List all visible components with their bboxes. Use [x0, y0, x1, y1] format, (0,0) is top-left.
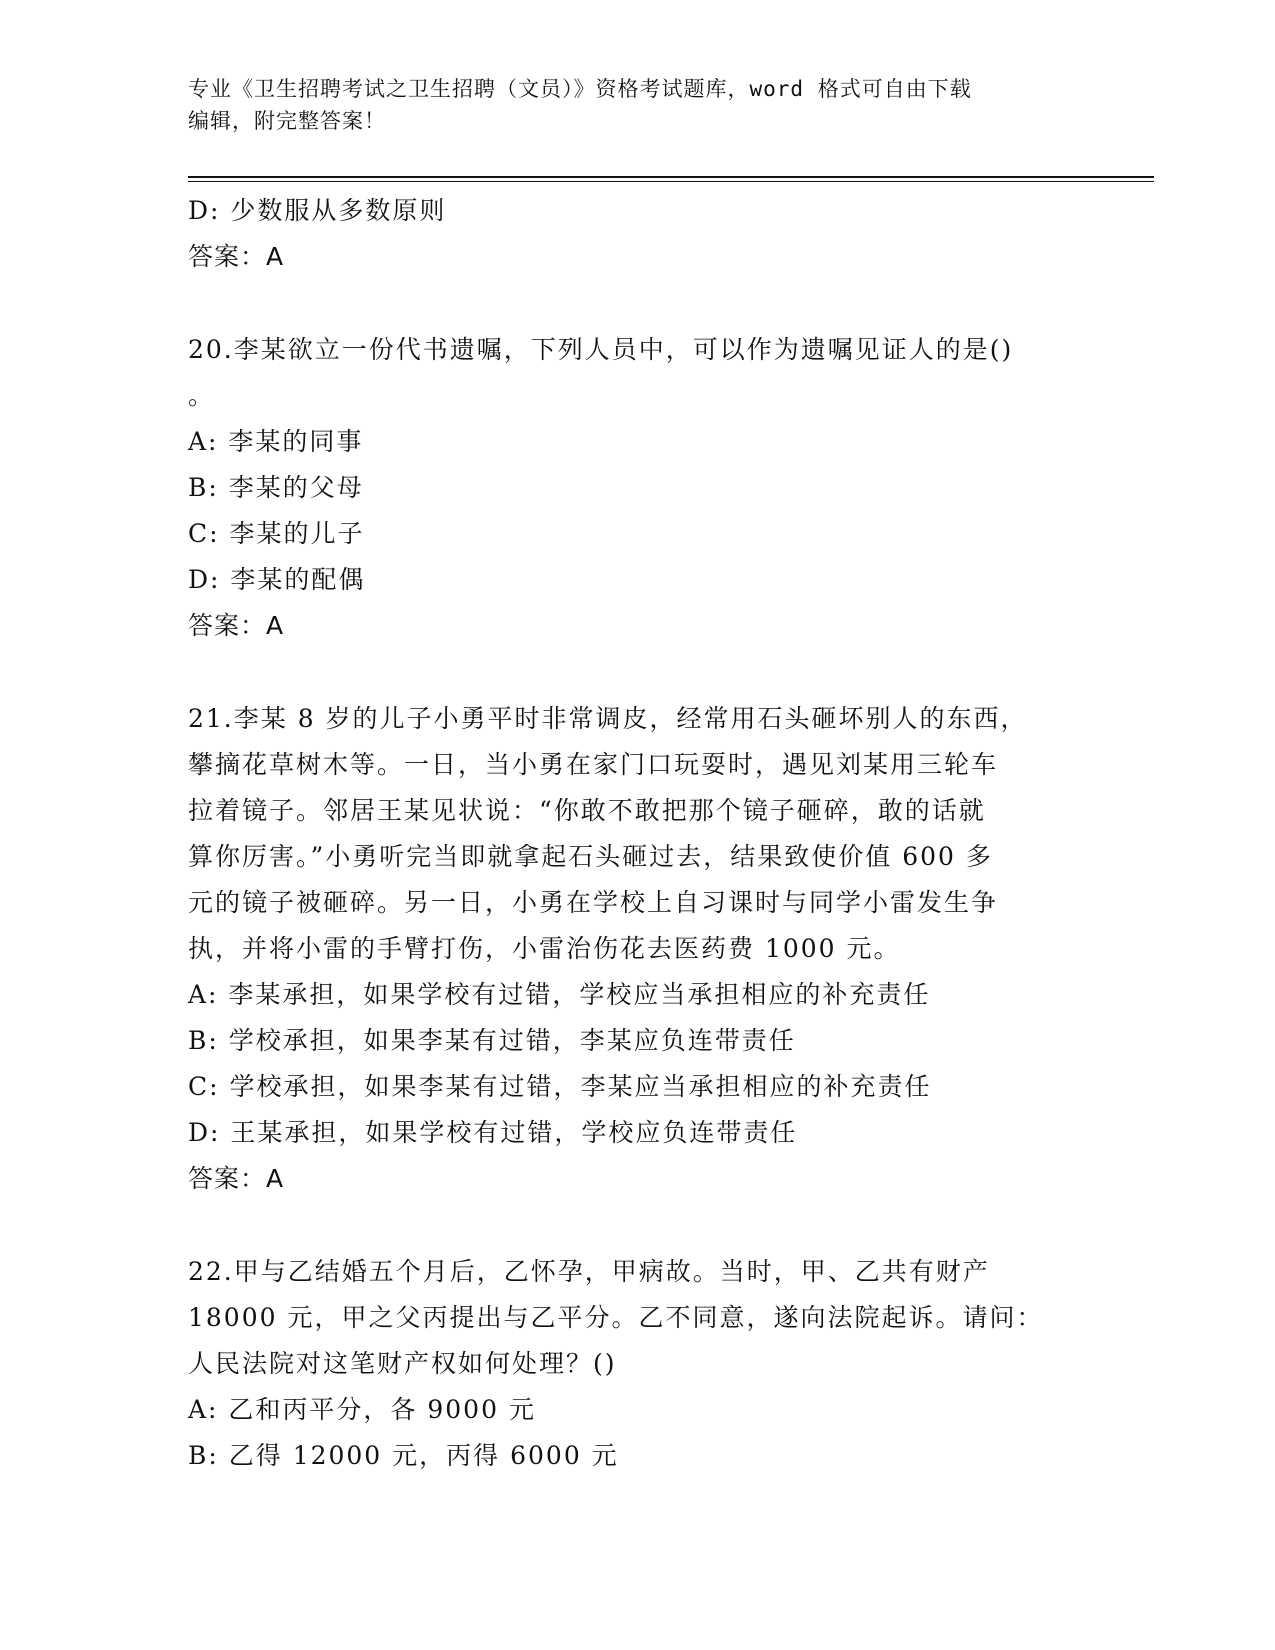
question-21	[188, 696, 1068, 1202]
spacer	[188, 280, 1068, 327]
document-body	[188, 188, 1068, 1479]
option-a: A: 李某的同事	[188, 427, 364, 456]
option-b: B: 乙得 12000 元，丙得 6000 元	[188, 1441, 619, 1470]
question-stem-line: 执，并将小雷的手臂打伤，小雷治伤花去医药费 1000 元。	[188, 934, 901, 963]
question-22	[188, 1249, 1068, 1479]
question-stem-line: 拉着镜子。邻居王某见状说：“你敢不敢把那个镜子砸碎，敢的话就	[188, 796, 986, 825]
question-20	[188, 327, 1068, 649]
question-stem: 20.李某欲立一份代书遗嘱，下列人员中，可以作为遗嘱见证人的是()	[188, 335, 1014, 364]
question-stem-tail: 。	[188, 381, 214, 410]
question-stem-line: 算你厉害。”小勇听完当即就拿起石头砸过去，结果致使价值 600 多	[188, 842, 993, 871]
option-c: C: 学校承担，如果李某有过错，李某应当承担相应的补充责任	[188, 1072, 932, 1101]
question-19-tail	[188, 188, 1068, 280]
answer-line: 答案：A	[188, 1164, 285, 1193]
question-stem-line: 21.李某 8 岁的儿子小勇平时非常调皮，经常用石头砸坏别人的东西，	[188, 704, 1028, 733]
page-header	[188, 73, 1068, 137]
question-stem-line: 元的镜子被砸碎。另一日，小勇在学校上自习课时与同学小雷发生争	[188, 888, 999, 917]
spacer	[188, 649, 1068, 696]
answer-line: 答案：A	[188, 611, 285, 640]
option-d: D: 王某承担，如果学校有过错，学校应负连带责任	[188, 1118, 798, 1147]
option-a: A: 乙和丙平分，各 9000 元	[188, 1395, 536, 1424]
option-b: B: 李某的父母	[188, 473, 364, 502]
option-b: B: 学校承担，如果李某有过错，李某应负连带责任	[188, 1026, 796, 1055]
question-stem-line: 人民法院对这笔财产权如何处理？()	[188, 1349, 617, 1378]
header-rule-thick	[188, 176, 1154, 178]
question-stem-line: 18000 元，甲之父丙提出与乙平分。乙不同意，遂向法院起诉。请问：	[188, 1303, 1044, 1332]
answer-line: 答案：A	[188, 242, 285, 271]
header-line-2: 编辑，附完整答案！	[188, 109, 386, 133]
spacer	[188, 1202, 1068, 1249]
header-rule-thin	[188, 181, 1154, 182]
option-d: D: 李某的配偶	[188, 565, 366, 594]
option-a: A: 李某承担，如果学校有过错，学校应当承担相应的补充责任	[188, 980, 931, 1009]
question-stem-line: 攀摘花草树木等。一日，当小勇在家门口玩耍时，遇见刘某用三轮车	[188, 750, 999, 779]
question-stem-line: 22.甲与乙结婚五个月后，乙怀孕，甲病故。当时，甲、乙共有财产	[188, 1257, 990, 1286]
header-line-1: 专业《卫生招聘考试之卫生招聘（文员）》资格考试题库，word 格式可自由下载	[188, 77, 972, 101]
option-c: C: 李某的儿子	[188, 519, 365, 548]
option-d: D: 少数服从多数原则	[188, 196, 447, 225]
